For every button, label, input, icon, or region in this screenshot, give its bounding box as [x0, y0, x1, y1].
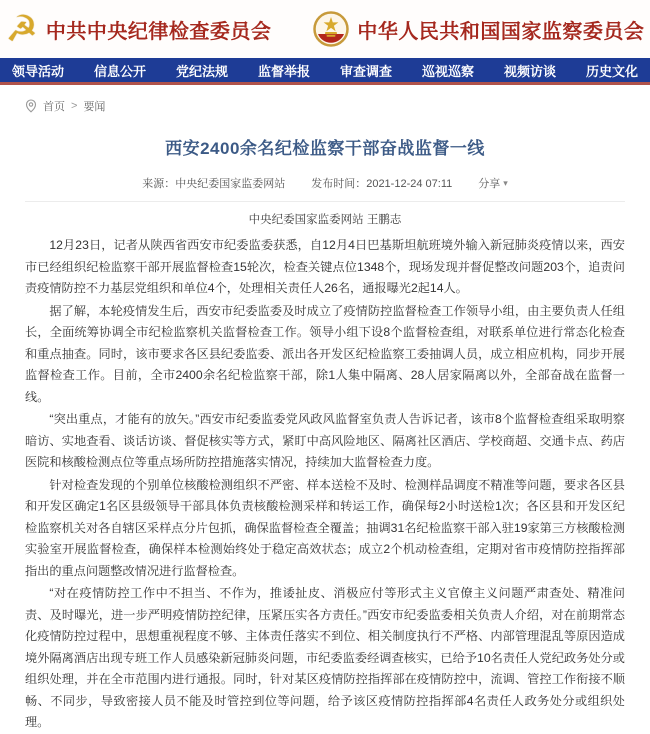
- article-byline: 中央纪委国家监委网站 王鹏志: [248, 214, 402, 226]
- nav-item-review-investigation[interactable]: 审查调查: [340, 63, 393, 79]
- source-value: 中央纪委国家监委网站: [175, 178, 286, 190]
- site-header: [0, 0, 650, 58]
- nav-item-video-interviews[interactable]: 视频访谈: [504, 63, 557, 79]
- main-nav: [0, 58, 650, 85]
- ccdi-org-title: 中共中央纪律检查委员会: [45, 20, 272, 43]
- article-source: [142, 175, 285, 191]
- breadcrumb-separator: >: [71, 100, 78, 112]
- ccdi-logo[interactable]: [5, 8, 272, 49]
- article-paragraph: 针对检查发现的个别单位核酸检测组织不严密、样本送检不及时、检测样品调度不精准等问题，要求各区县和开发区确定1名区县级领导干部具体负责核酸检测采样和转运工作，确保每2小时送检1次；各区县和开发区纪检监察机关对各自辖区采样点分片包抓，确保监督检查全覆盖；抽调31名纪检监察干部入驻19家第三方核酸检测实验室开展监督检查，确保样本检测始终处于稳定高效状态；成立2个机动检查组，定期对省市疫情防控指挥部指出的重点问题整改情况进行监督检查。: [25, 477, 625, 578]
- article-publish-time: [311, 175, 452, 191]
- article-title: 西安2400余名纪检监察干部奋战监督一线: [165, 139, 485, 158]
- breadcrumb-section[interactable]: 要闻: [83, 101, 106, 113]
- nsc-logo[interactable]: [313, 11, 644, 47]
- source-label: 来源：: [142, 178, 176, 190]
- share-button[interactable]: [478, 175, 508, 191]
- breadcrumb-home[interactable]: 首页: [43, 101, 65, 113]
- nav-item-party-regulations[interactable]: 党纪法规: [175, 63, 228, 79]
- article-paragraph: 据了解，本轮疫情发生后，西安市纪委监委及时成立了疫情防控监督检查工作领导小组，由主要负责人任组长，全面统筹协调全市纪检监察机关监督检查工作。领导小组下设8个监督检查组，对联系单位进行常态化检查和重点抽查。同时，该市要求各区县纪委监委、派出各开发区纪检监察工委抽调人员，成立相应机构，同步开展监督检查工作。目前，全市2400余名纪检监察干部，除1人集中隔离、28人居家隔离以外，全部奋战在监督一线。: [25, 303, 625, 404]
- article-paragraph: 12月23日，记者从陕西省西安市纪委监委获悉，自12月4日巴基斯坦航班境外输入新冠肺炎疫情以来，西安市已经组织纪检监察干部开展监督检查15轮次，检查关键点位1348个，现场发现并督促整改问题203个，追责问责疫情防控不力基层党组织和单位4个，处理相关责任人26名，通报曝光2起14人。: [25, 238, 625, 295]
- nsc-org-title: 中华人民共和国国家监察委员会: [357, 20, 645, 43]
- nav-item-inspection-tours[interactable]: 巡视巡察: [422, 63, 475, 79]
- publish-time-value: 2021-12-24 07:11: [366, 178, 453, 190]
- chevron-down-icon: ▾: [503, 177, 508, 188]
- national-emblem-icon: [313, 11, 349, 47]
- publish-time-label: 发布时间：: [311, 178, 367, 190]
- nav-item-info-disclosure[interactable]: 信息公开: [93, 63, 146, 79]
- article-paragraph: “突出重点，才能有的放矢。”西安市纪委监委党风政风监督室负责人告诉记者，该市8个监督检查组采取明察暗访、实地查看、谈话访谈、督促核实等方式，紧盯中高风险地区、隔离社区酒店、学校商超、交通卡点、药店医院和核酸检测点位等重点场所防控措施落实情况，持续加大监督检查力度。: [25, 412, 625, 469]
- nav-item-history-culture[interactable]: 历史文化: [586, 63, 639, 79]
- article-body: [0, 227, 650, 734]
- meta-divider: [25, 201, 625, 202]
- share-label: 分享: [478, 178, 501, 190]
- party-emblem-icon: ☭: [5, 8, 38, 49]
- article-meta: [0, 175, 650, 191]
- nav-item-leadership[interactable]: 领导活动: [11, 63, 64, 79]
- nav-item-supervision-report[interactable]: 监督举报: [257, 63, 310, 79]
- location-pin-icon: [25, 99, 37, 113]
- article-paragraph: “对在疫情防控工作中不担当、不作为，推诿扯皮、消极应付等形式主义官僚主义问题严肃查处、精准问责、及时曝光，进一步严明疫情防控纪律，压紧压实各方责任。”西安市纪委监委相关负责人介绍，对在前期常态化疫情防控过程中，思想重视程度不够、主体责任落实不到位、相关制度执行不严格、内部管理混乱等原因造成境外隔离酒店出现专班工作人员感染新冠肺炎问题，市纪委监委经调查核实，已给予10名责任人党纪政务处分或组织处理，并在全市范围内进行通报。同时，针对某区疫情防控指挥部在疫情防控中，流调、管控工作衔接不顺畅、不同步，导致密接人员不能及时管控到位等问题，给予该区疫情防控指挥部4名责任人政务处分或组织处理。: [25, 586, 625, 729]
- article: [0, 134, 650, 734]
- breadcrumb: [0, 85, 650, 114]
